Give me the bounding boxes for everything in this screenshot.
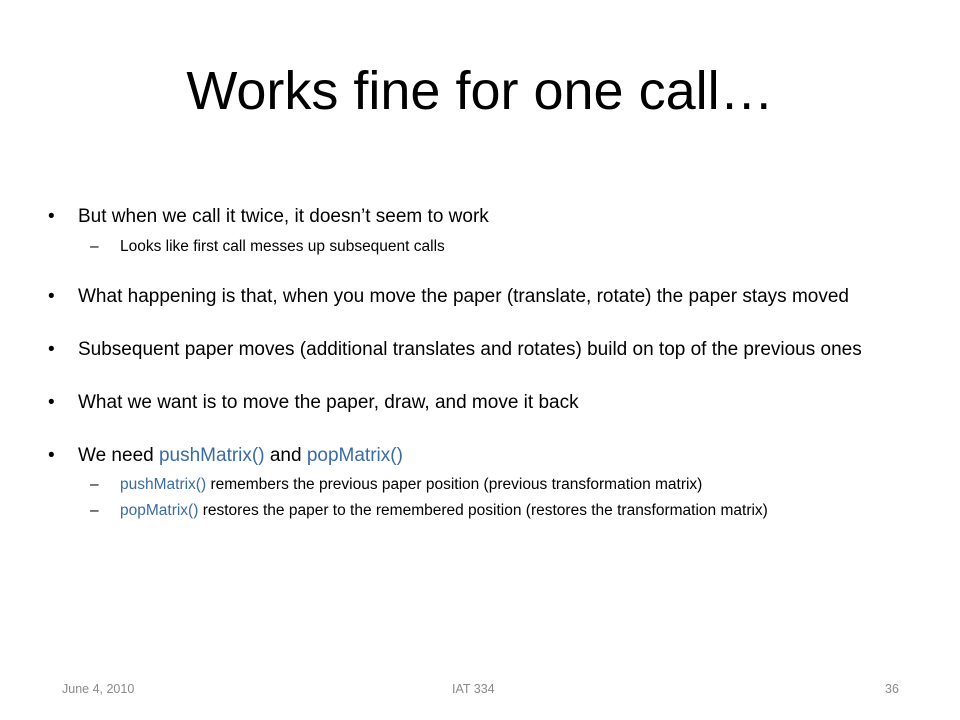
keyword-popmatrix: popMatrix()	[120, 502, 199, 519]
sub-bullet-item	[48, 501, 918, 521]
bullet-dot: •	[48, 286, 55, 307]
keyword-popmatrix: popMatrix()	[306, 445, 403, 466]
bullet-dot: •	[48, 445, 55, 466]
bullet-dot: •	[48, 206, 55, 227]
bullet-text-mid: and	[264, 445, 307, 466]
bullet-text: What we want is to move the paper, draw, and move it back	[78, 392, 579, 413]
bullet-item	[48, 391, 918, 414]
bullet-text: But when we call it twice, it doesn’t seem to work	[78, 206, 489, 227]
sub-bullet-text: restores the paper to the remembered position (restores the transformation matrix)	[198, 502, 768, 519]
bullet-text: What happening is that, when you move the paper (translate, rotate) the paper stays moved	[78, 286, 849, 307]
slide-title: Works fine for one call…	[186, 61, 774, 121]
footer-date: June 4, 2010	[62, 682, 135, 696]
bullet-text: Subsequent paper moves (additional translates and rotates) build on top of the previous ones	[78, 339, 862, 360]
sub-bullet-item	[48, 237, 918, 257]
bullet-text-prefix: We need	[78, 445, 159, 466]
bullet-dot: •	[48, 339, 55, 360]
keyword-pushmatrix: pushMatrix()	[120, 476, 207, 493]
bullet-item	[48, 285, 918, 308]
bullet-dot: •	[48, 392, 55, 413]
bullet-item	[48, 444, 918, 467]
sub-bullet-item	[48, 475, 918, 495]
keyword-pushmatrix: pushMatrix()	[158, 445, 265, 466]
footer-course: IAT 334	[452, 682, 495, 696]
sub-bullet-dash: –	[90, 238, 99, 255]
footer-page-number: 36	[885, 682, 899, 696]
sub-bullet-text: remembers the previous paper position (previous transformation matrix)	[206, 476, 703, 493]
bullet-item	[48, 338, 918, 361]
sub-bullet-dash: –	[90, 502, 99, 519]
sub-bullet-dash: –	[90, 476, 99, 493]
bullet-list	[48, 205, 918, 521]
bullet-item	[48, 205, 918, 228]
sub-bullet-text: Looks like first call messes up subsequent calls	[120, 238, 445, 255]
